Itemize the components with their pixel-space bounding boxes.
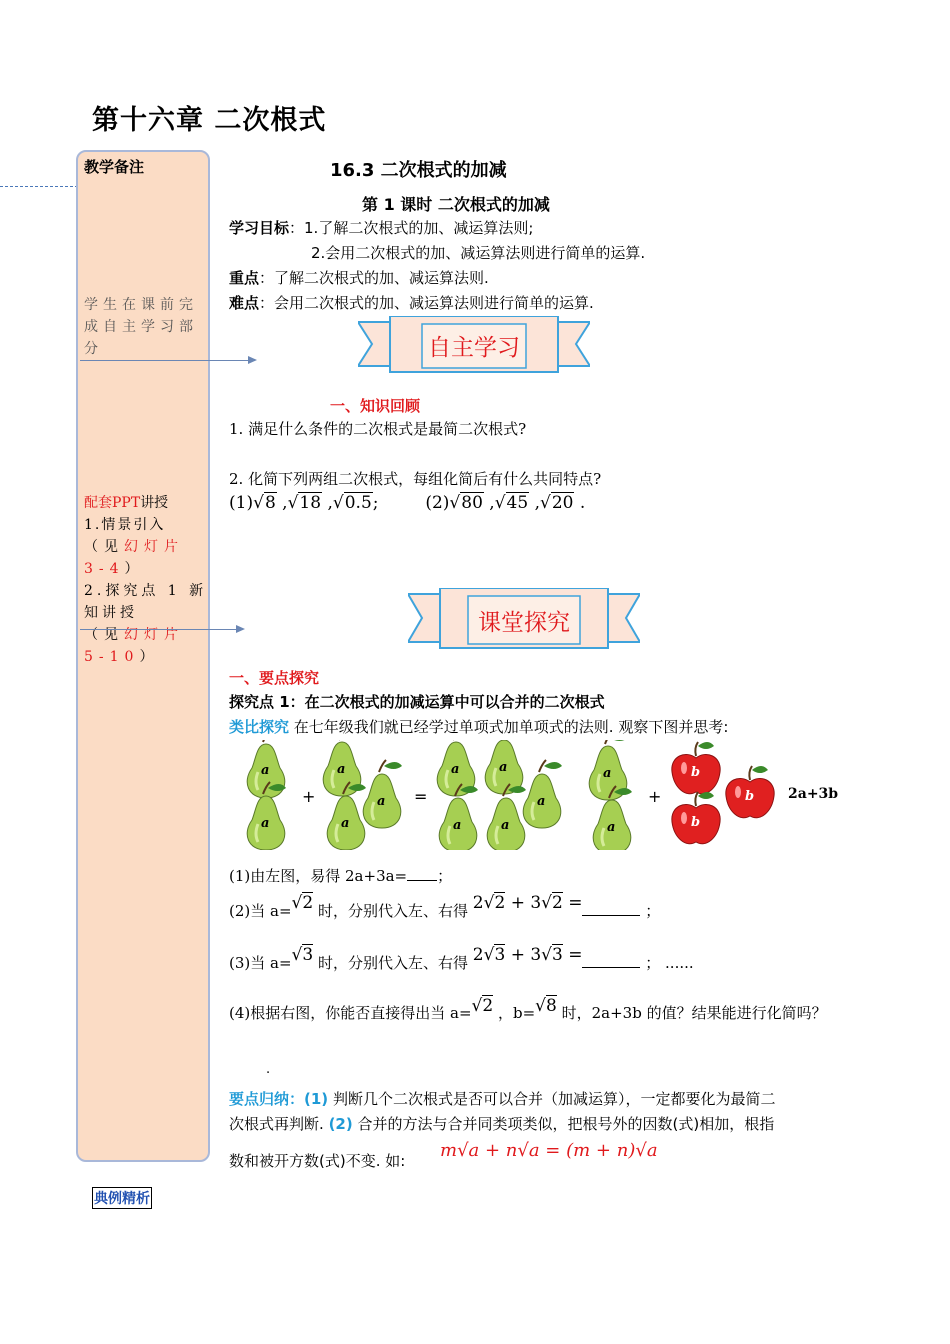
pear-label: a — [261, 816, 270, 831]
explore-question-3: (3)当 a=√3 时，分别代入左、右得 2√3 + 3√3 = ； ...... — [229, 945, 694, 972]
pear-label: a — [341, 816, 350, 831]
pear-label: a — [603, 766, 612, 781]
answer-blank-2[interactable] — [582, 915, 640, 916]
chapter-title: 第十六章 二次根式 — [92, 105, 327, 136]
pear-label: a — [453, 818, 462, 833]
sidebar-title: 教学备注 — [84, 158, 145, 176]
difficult-point: 难点：会用二次根式的加、减运算法则进行简单的运算. — [229, 294, 594, 312]
apple-label: b — [691, 815, 701, 830]
self-study-ribbon — [358, 316, 590, 378]
apple-label: b — [691, 765, 701, 780]
fruit-result: 2a+3b — [788, 786, 839, 802]
pear-label: a — [537, 794, 546, 809]
key-point: 重点：了解二次根式的加、减运算法则. — [229, 269, 489, 287]
explore-question-4: (4)根据右图，你能否直接得出当 a=√2 ，b=√8 时，2a+3b 的值？结果能进行化简吗？ — [229, 996, 827, 1022]
review-question-2: 2. 化简下列两组二次根式，每组化简后有什么共同特点? — [229, 470, 602, 488]
note-arrow-1 — [80, 360, 255, 361]
section-title: 16.3 二次根式的加减 — [330, 160, 507, 181]
explore-question-1: (1)由左图，易得 2a+3a= ； — [229, 867, 453, 885]
self-study-ribbon-text: 自主学习 — [428, 335, 520, 361]
summary-line-2: 次根式再判断. (2) 合并的方法与合并同类项类似，把根号外的因数(式)相加，根指 — [229, 1115, 775, 1133]
svg-text:+: + — [648, 787, 662, 806]
pear-label: a — [261, 763, 270, 778]
pear-label: a — [501, 818, 510, 833]
margin-divider — [0, 186, 78, 187]
ppt-label: 配套PPT — [84, 495, 141, 511]
summary-line-3: 数和被开方数(式)不变. 如: — [229, 1152, 406, 1170]
fruit-illustration — [236, 740, 866, 850]
plus-sign: + — [302, 787, 316, 806]
lesson-title: 第 1 课时 二次根式的加减 — [362, 195, 550, 214]
svg-text:=: = — [414, 787, 428, 806]
sidebar-ppt-notes: 配套PPT讲授 1.情景引入 （见幻灯片 3-4） 2.探究点 1 新知讲授 （见幻灯片 5-10） — [84, 492, 208, 668]
ppt-item-2: 2.探究点 1 新知讲授 — [84, 583, 208, 621]
note-arrow-2 — [80, 629, 243, 630]
ppt-item-2-slides: （见幻灯片 5-10） — [84, 627, 184, 665]
answer-blank-3[interactable] — [582, 967, 640, 968]
sidebar-note: 学生在课前完成自主学习部分 — [84, 297, 198, 357]
review-heading: 一、知识回顾 — [330, 397, 421, 415]
pear-label: a — [337, 762, 346, 777]
summary-line-1: 要点归纳：(1) 判断几个二次根式是否可以合并（加减运算），一定都要化为最简二 — [229, 1090, 776, 1108]
merge-formula: m√a + n√a = (m + n)√a — [440, 1140, 658, 1161]
radical: √8 — [253, 493, 276, 513]
review-radicals: (1)√8 ,√18 ,√0.5; (2)√80 ,√45 ,√20 . — [229, 493, 586, 513]
explore-heading: 一、要点探究 — [229, 669, 320, 687]
class-explore-ribbon — [408, 588, 640, 650]
ppt-item-1-slides: （见幻灯片 3-4） — [84, 539, 184, 577]
explore-question-2: (2)当 a=√2 时，分别代入左、右得 2√2 + 3√2 = ； — [229, 893, 661, 920]
review-question-1: 1. 满足什么条件的二次根式是最简二次根式? — [229, 420, 527, 438]
example-badge: 典例精析 — [92, 1187, 152, 1209]
pear-label: a — [451, 762, 460, 777]
learning-goal-2: 2.会用二次根式的加、减运算法则进行简单的运算. — [311, 244, 646, 262]
placeholder-dot: . — [266, 1062, 271, 1077]
apple-label: b — [745, 789, 755, 804]
pear-label: a — [607, 820, 616, 835]
ppt-item-1: 1.情景引入 — [84, 517, 166, 533]
learning-goal-1: 学习目标：1.了解二次根式的加、减运算法则; — [229, 219, 534, 237]
analogy-line: 类比探究 在七年级我们就已经学过单项式加单项式的法则. 观察下图并思考: — [229, 718, 729, 736]
pear-label: a — [377, 794, 386, 809]
explore-point-1: 探究点 1：在二次根式的加减运算中可以合并的二次根式 — [229, 693, 605, 711]
class-explore-ribbon-text: 课堂探究 — [478, 610, 570, 636]
pear-label: a — [499, 760, 508, 775]
answer-blank-1[interactable] — [407, 880, 437, 881]
